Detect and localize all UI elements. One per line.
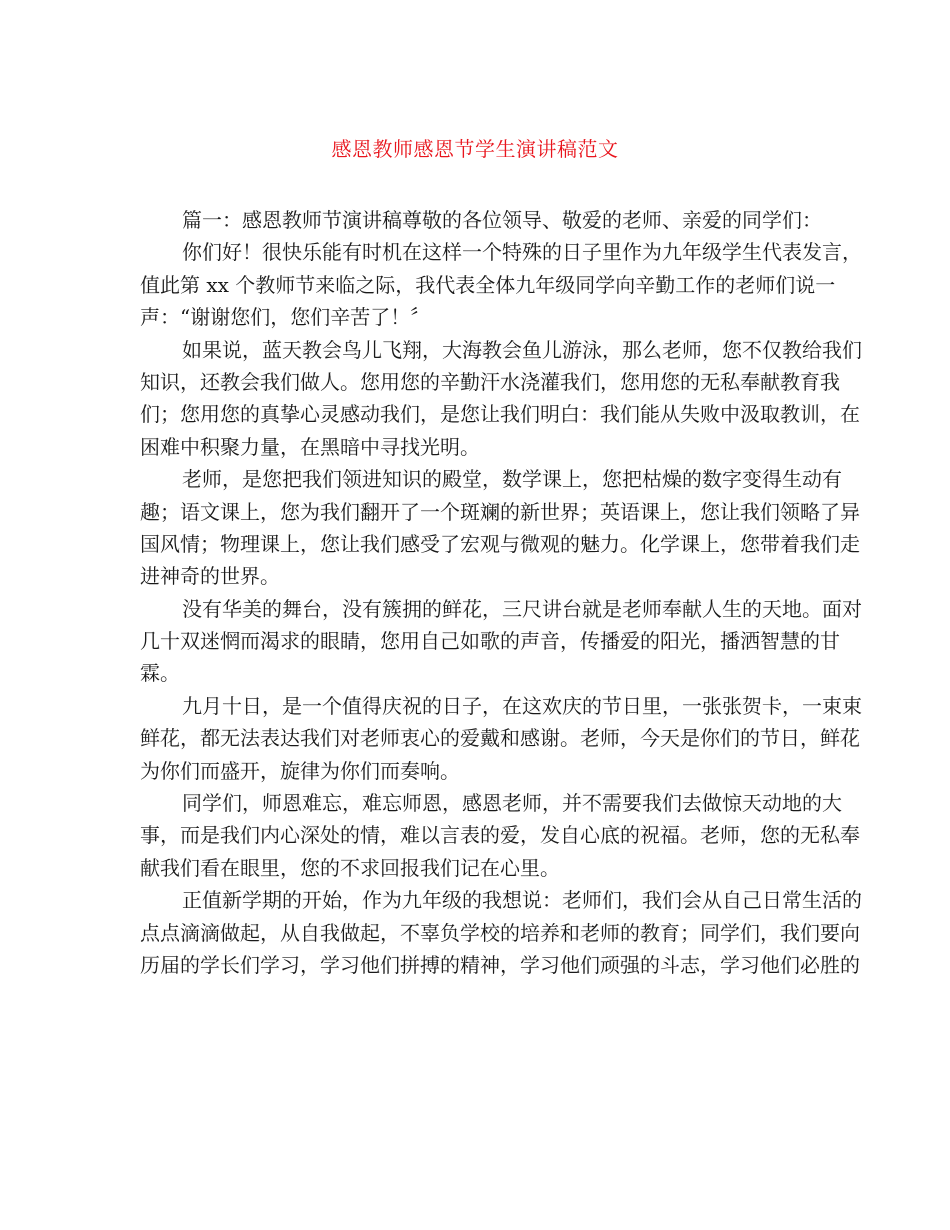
paragraph-line: 霖。 bbox=[140, 661, 180, 686]
paragraph bbox=[140, 593, 862, 690]
paragraph bbox=[140, 690, 862, 787]
paragraph-line: 没有华美的舞台，没有簇拥的鲜花，三尺讲台就是老师奉献人生的天地。面对 bbox=[182, 596, 862, 621]
paragraph-line: 知识，还教会我们做人。您用您的辛勤汗水浇灌我们，您用您的无私奉献教育我 bbox=[140, 369, 840, 394]
paragraph-line: 困难中积聚力量，在黑暗中寻找光明。 bbox=[140, 434, 480, 459]
paragraph-line: 你们好！很快乐能有时机在这样一个特殊的日子里作为九年级学生代表发言， bbox=[182, 240, 862, 265]
document-body bbox=[140, 204, 862, 981]
document-title: 感恩教师感恩节学生演讲稿范文 bbox=[331, 137, 619, 161]
paragraph-line: 老师，是您把我们领进知识的殿堂，数学课上，您把枯燥的数字变得生动有 bbox=[182, 467, 842, 492]
paragraph-line: 历届的学长们学习，学习他们拼搏的精神，学习他们顽强的斗志，学习他们必胜的 bbox=[140, 952, 860, 977]
paragraph-line: 为你们而盛开，旋律为你们而奏响。 bbox=[140, 758, 460, 783]
paragraph-line: 点点滴滴做起，从自我做起，不辜负学校的培养和老师的教育；同学们，我们要向 bbox=[140, 920, 860, 945]
paragraph-line: 九月十日，是一个值得庆祝的日子，在这欢庆的节日里，一张张贺卡，一束束 bbox=[182, 693, 862, 718]
paragraph-line: 献我们看在眼里，您的不求回报我们记在心里。 bbox=[140, 855, 560, 880]
paragraph-line: 国风情；物理课上，您让我们感受了宏观与微观的魅力。化学课上，您带着我们走 bbox=[140, 531, 860, 556]
paragraph-line: 们；您用您的真挚心灵感动我们，是您让我们明白：我们能从失败中汲取教训，在 bbox=[140, 402, 860, 427]
paragraph-line: 鲜花，都无法表达我们对老师衷心的爱戴和感谢。老师，今天是你们的节日，鲜花 bbox=[140, 726, 860, 751]
paragraph bbox=[140, 334, 862, 464]
paragraph bbox=[140, 463, 860, 593]
paragraph bbox=[140, 884, 862, 981]
paragraph-line: 如果说，蓝天教会鸟儿飞翔，大海教会鱼儿游泳，那么老师，您不仅教给我们 bbox=[182, 337, 862, 362]
paragraph bbox=[140, 787, 860, 884]
paragraph bbox=[140, 236, 862, 333]
paragraph-line: 值此第 xx 个教师节来临之际，我代表全体九年级同学向辛勤工作的老师们说一 bbox=[140, 272, 836, 297]
paragraph-line: 趣；语文课上，您为我们翻开了一个斑斓的新世界；英语课上，您让我们领略了异 bbox=[140, 499, 860, 524]
paragraph-line: 事，而是我们内心深处的情，难以言表的爱，发自心底的祝福。老师，您的无私奉 bbox=[140, 823, 860, 848]
paragraph-line: 进神奇的世界。 bbox=[140, 564, 280, 589]
paragraph-line: 声：“谢谢您们，您们辛苦了！〞 bbox=[140, 305, 431, 330]
paragraph-line: 同学们，师恩难忘，难忘师恩，感恩老师，并不需要我们去做惊天动地的大 bbox=[182, 791, 842, 816]
paragraph-line: 几十双迷惘而渴求的眼睛，您用自己如歌的声音，传播爱的阳光，播洒智慧的甘 bbox=[140, 629, 840, 654]
paragraph-line: 篇一：感恩教师节演讲稿尊敬的各位领导、敬爱的老师、亲爱的同学们： bbox=[182, 208, 822, 232]
paragraph-line: 正值新学期的开始，作为九年级的我想说：老师们，我们会从自己日常生活的 bbox=[182, 888, 862, 913]
paragraph bbox=[140, 204, 822, 236]
